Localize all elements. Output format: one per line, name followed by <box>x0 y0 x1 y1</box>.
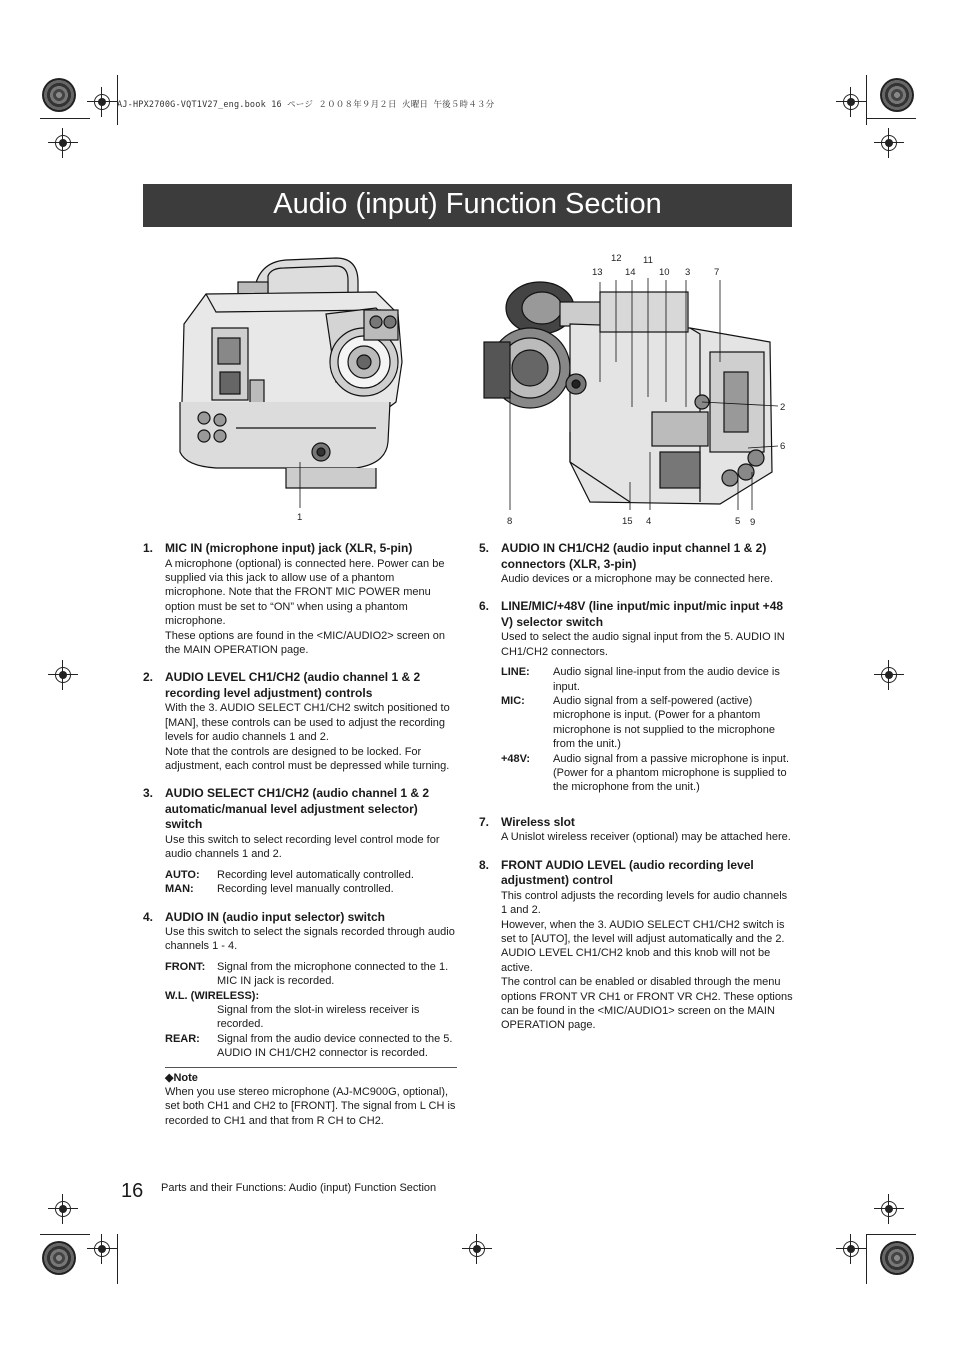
note-heading: ◆Note <box>165 1071 198 1084</box>
definition-row <box>165 882 457 896</box>
title-bar <box>143 184 792 227</box>
crosshair-mark <box>874 660 904 690</box>
callout-label: 10 <box>659 267 670 278</box>
item-text: However, when the 3. AUDIO SELECT CH1/CH2 switch is set to [AUTO], the level will adjust automatically and the 2. AUDIO LEVEL CH1/CH2 knob and this knob will not be active. <box>501 918 785 974</box>
page-number: 16 <box>121 1180 144 1202</box>
callout-label: 3 <box>685 267 691 278</box>
item-text: A Unislot wireless receiver (optional) may be attached here. <box>501 831 791 844</box>
item-number: 6. <box>479 599 490 614</box>
definition-list <box>165 868 457 897</box>
right-column <box>479 541 793 1046</box>
item-heading: AUDIO SELECT CH1/CH2 (audio channel 1 & 2 automatic/manual level adjustment selector) switch <box>165 786 430 832</box>
crosshair-mark <box>462 1234 492 1264</box>
callout-label: 1 <box>297 512 303 523</box>
callout-label: 7 <box>714 267 720 278</box>
definition-desc: Signal from the audio device connected to the 5. AUDIO IN CH1/CH2 connector is recorded. <box>217 1032 453 1060</box>
callout-label: 8 <box>507 516 513 527</box>
crop-line <box>866 118 916 119</box>
definition-row <box>165 989 457 1032</box>
item-audio-in-connectors <box>479 541 793 586</box>
crosshair-mark <box>874 1194 904 1224</box>
item-text: The control can be enabled or disabled through the menu options FRONT VR CH1 or FRONT VR CH2. These options can be found in the <MIC/AUDIO1> screen on the MAIN OPERATION page. <box>501 976 793 1032</box>
note-text: When you use stereo microphone (AJ-MC900G, optional), set both CH1 and CH2 to [FRONT]. The signal from L CH is recorded to CH1 and that from R CH to CH2. <box>165 1086 456 1127</box>
crop-line <box>866 1234 916 1235</box>
crop-line <box>117 1234 118 1284</box>
definition-term: MIC: <box>501 695 525 708</box>
callout-label: 11 <box>643 255 653 266</box>
camera-left-illustration <box>176 252 416 514</box>
definition-term: W.L. (WIRELESS): <box>165 989 260 1002</box>
camera-right-illustration <box>480 272 780 512</box>
registration-dot-bottom-left <box>42 1241 76 1275</box>
item-text: These options are found in the <MIC/AUDIO2> screen on the MAIN OPERATION page. <box>165 629 446 656</box>
item-text: This control adjusts the recording levels for audio channels 1 and 2. <box>501 889 788 917</box>
callout-label: 12 <box>611 253 622 264</box>
item-text: With the 3. AUDIO SELECT CH1/CH2 switch positioned to [MAN], these controls can be used to adjust the recording levels for audio channels 1 and 2. <box>165 702 450 744</box>
definition-desc: Audio signal from a passive microphone is input. (Power for a phantom microphone is supplied to the microphone from the unit.) <box>553 752 790 794</box>
crop-line <box>40 118 90 119</box>
item-audio-in-switch <box>143 910 457 1061</box>
registration-dot-top-right <box>880 78 914 112</box>
definition-row <box>165 1032 457 1061</box>
footer-section-title: Parts and their Functions: Audio (input) Function Section <box>161 1182 437 1194</box>
definition-term: MAN: <box>165 883 194 896</box>
definition-desc: Recording level manually controlled. <box>217 883 394 896</box>
item-text: Use this switch to select recording level control mode for audio channels 1 and 2. <box>165 833 440 861</box>
item-number: 1. <box>143 541 154 555</box>
print-header: AJ-HPX2700G-VQT1V27_eng.book 16 ページ ２００８年９月２日 火曜日 午後５時４３分 <box>117 100 495 110</box>
registration-dot-top-left <box>42 78 76 112</box>
crosshair-mark <box>836 1234 866 1264</box>
crop-line <box>40 1234 90 1235</box>
item-audio-level-controls <box>143 670 457 773</box>
item-text: Use this switch to select the signals recorded through audio channels 1 - 4. <box>165 926 455 953</box>
definition-term: REAR: <box>165 1032 200 1045</box>
item-heading: AUDIO LEVEL CH1/CH2 (audio channel 1 & 2 recording level adjustment) controls <box>165 670 421 700</box>
camera-right-side-figure <box>480 272 780 512</box>
definition-list <box>165 960 457 1061</box>
item-text: A microphone (optional) is connected here. Power can be supplied via this jack to allow use of a phantom microphone. Note that the FRONT MIC POWER menu option must be set to “ON” when using a phantom microphone. <box>165 557 445 628</box>
definition-row <box>501 694 793 752</box>
crosshair-mark <box>48 1194 78 1224</box>
definition-row <box>165 868 457 882</box>
item-heading: AUDIO IN (audio input selector) switch <box>165 909 386 924</box>
item-audio-select-switch <box>143 786 457 896</box>
item-number: 2. <box>143 670 154 685</box>
definition-desc: Signal from the microphone connected to the 1. MIC IN jack is recorded. <box>217 960 449 988</box>
crosshair-mark <box>48 128 78 158</box>
crosshair-mark <box>87 87 117 117</box>
callout-label: 5 <box>735 516 741 527</box>
definition-desc: Audio signal line-input from the audio device is input. <box>553 666 780 693</box>
item-heading: LINE/MIC/+48V (line input/mic input/mic input +48 V) selector switch <box>501 599 784 629</box>
item-wireless-slot <box>479 815 793 845</box>
item-number: 4. <box>143 909 154 924</box>
callout-label: 15 <box>622 516 633 527</box>
crop-line <box>866 75 867 125</box>
callout-label: 6 <box>780 441 786 452</box>
item-text: Used to select the audio signal input from the 5. AUDIO IN CH1/CH2 connectors. <box>501 631 785 658</box>
definition-term: LINE: <box>501 666 530 679</box>
definition-term: +48V: <box>501 752 531 765</box>
crosshair-mark <box>874 128 904 158</box>
left-column <box>143 541 457 1128</box>
definition-term: AUTO: <box>165 868 200 881</box>
definition-row <box>165 960 457 989</box>
item-number: 8. <box>479 857 490 872</box>
note-box <box>165 1067 457 1129</box>
definition-desc: Signal from the slot-in wireless receiver is recorded. <box>217 1004 420 1031</box>
item-heading: MIC IN (microphone input) jack (XLR, 5-pin) <box>165 541 413 555</box>
crosshair-mark <box>48 660 78 690</box>
item-mic-in-jack <box>143 541 457 657</box>
callout-label: 2 <box>780 402 786 413</box>
camera-left-side-figure <box>176 252 416 514</box>
crosshair-mark <box>87 1234 117 1264</box>
item-number: 5. <box>479 541 490 555</box>
item-heading: AUDIO IN CH1/CH2 (audio input channel 1 & 2) connectors (XLR, 3-pin) <box>501 541 767 571</box>
item-front-audio-level <box>479 858 793 1033</box>
callout-label: 13 <box>592 267 603 278</box>
definition-row <box>501 665 793 694</box>
definition-list <box>501 665 793 795</box>
definition-term: FRONT: <box>165 960 206 973</box>
callout-label: 14 <box>625 267 636 278</box>
callout-label: 9 <box>750 517 756 528</box>
definition-desc: Recording level automatically controlled. <box>217 868 414 881</box>
page-title: Audio (input) Function Section <box>273 188 662 220</box>
crop-line <box>866 1234 867 1284</box>
definition-row <box>501 752 793 795</box>
definition-desc: Audio signal from a self-powered (active) microphone is input. (Power for a phantom microphone is not supplied to the microphone from the unit.) <box>553 695 775 751</box>
item-heading: Wireless slot <box>501 814 575 829</box>
item-line-mic-selector <box>479 599 793 794</box>
crosshair-mark <box>836 87 866 117</box>
item-number: 3. <box>143 786 154 801</box>
item-heading: FRONT AUDIO LEVEL (audio recording level adjustment) control <box>501 857 754 888</box>
item-text: Audio devices or a microphone may be connected here. <box>501 573 774 585</box>
item-number: 7. <box>479 814 490 829</box>
registration-dot-bottom-right <box>880 1241 914 1275</box>
callout-label: 4 <box>646 516 652 527</box>
item-text: Note that the controls are designed to be locked. For adjustment, each control must be depressed while turning. <box>165 745 450 772</box>
